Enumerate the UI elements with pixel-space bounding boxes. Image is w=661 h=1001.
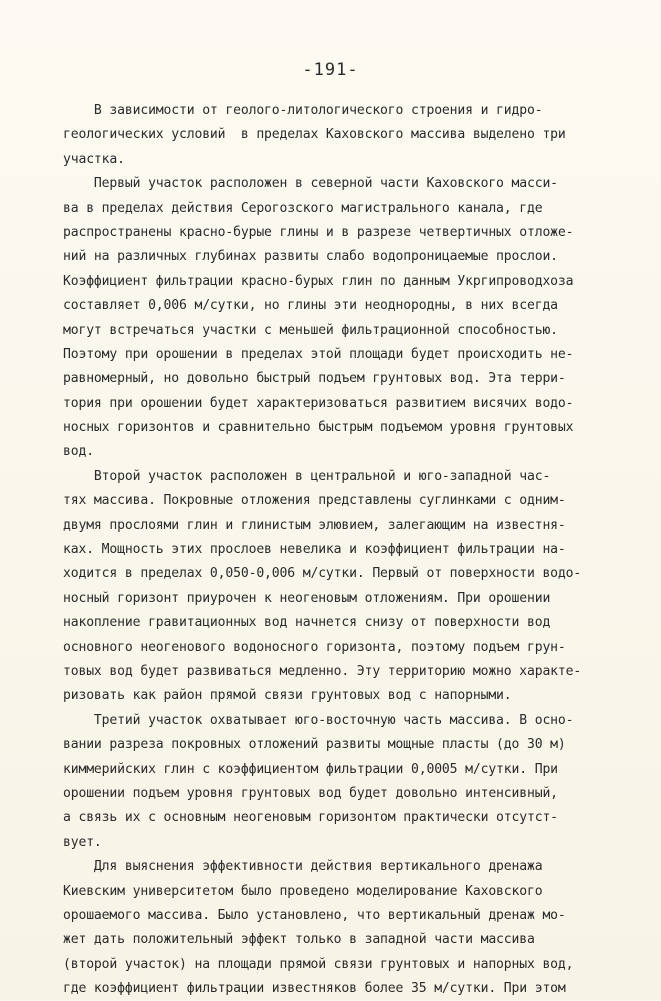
text-line: Третий участок охватывает юго-восточную часть массива. В осно- bbox=[63, 712, 574, 728]
text-line: участка. bbox=[63, 151, 125, 167]
text-line: орошаемого массива. Было установлено, что вертикальный дренаж мо- bbox=[63, 907, 566, 923]
page-number: -191- bbox=[302, 60, 359, 80]
text-line: Второй участок расположен в центральной и юго-западной час- bbox=[63, 468, 551, 484]
text-line: ходится в пределах 0,050-0,006 м/сутки. Первый от поверхности водо- bbox=[63, 566, 582, 582]
body-text bbox=[63, 99, 648, 1001]
text-line: (второй участок) на площади прямой связи грунтовых и напорных вод, bbox=[63, 956, 574, 972]
text-line: составляет 0,006 м/сутки, но глины эти неоднородны, в них всегда bbox=[63, 298, 558, 314]
text-line: тях массива. Покровные отложения представлены суглинками с одним- bbox=[63, 493, 566, 509]
text-line: В зависимости от геолого-литологического строения и гидро- bbox=[63, 103, 543, 118]
text-line: ва в пределах действия Серогозского магистрального канала, где bbox=[63, 200, 543, 216]
text-line: киммерийских глин с коэффициентом фильтрации 0,0005 м/сутки. При bbox=[63, 761, 558, 777]
text-line: а связь их с основным неогеновым горизонтом практически отсутст- bbox=[63, 810, 558, 826]
text-line: могут встречаться участки с меньшей фильтрационной способностью. bbox=[63, 322, 558, 338]
text-line: вует. bbox=[63, 834, 102, 850]
text-line: ках. Мощность этих прослоев невелика и коэффициент фильтрации на- bbox=[63, 542, 566, 558]
text-line: Киевским университетом было проведено моделирование Каховского bbox=[63, 883, 543, 899]
text-line: двумя прослоями глин и глинистым элювием, залегающим на известня- bbox=[63, 517, 566, 533]
text-line: Для выяснения эффективности действия вертикального дренажа bbox=[63, 859, 543, 875]
text-line: ний на различных глубинах развиты слабо водопроницаемые прослои. bbox=[63, 249, 558, 265]
text-line: равномерный, но довольно быстрый подъем грунтовых вод. Эта терри- bbox=[63, 371, 566, 387]
text-line: геологических условий в пределах Каховского массива выделено три bbox=[63, 127, 566, 143]
text-line: вод. bbox=[63, 444, 94, 460]
text-line: жет дать положительный эффект только в западной части массива bbox=[63, 932, 535, 948]
text-line: где коэффициент фильтрации известняков более 35 м/сутки. При этом bbox=[63, 981, 566, 997]
text-line: основного неогенового водоносного горизонта, поэтому подъем грун- bbox=[63, 639, 566, 655]
text-line: Первый участок расположен в северной части Каховского масси- bbox=[63, 176, 558, 192]
text-line: тория при орошении будет характеризоваться развитием висячих водо- bbox=[63, 395, 574, 411]
text-line: ризовать как район прямой связи грунтовых вод с напорными. bbox=[63, 688, 512, 704]
text-line: носных горизонтов и сравнительно быстрым подъемом уровня грунтовых bbox=[63, 420, 574, 436]
text-line: вании разреза покровных отложений развиты мощные пласты (до 30 м) bbox=[63, 737, 566, 753]
text-line: товых вод будет развиваться медленно. Эту территорию можно характе- bbox=[63, 663, 582, 679]
text-line: носный горизонт приурочен к неогеновым отложениям. При орошении bbox=[63, 590, 551, 606]
text-line: орошении подъем уровня грунтовых вод будет довольно интенсивный, bbox=[63, 785, 558, 801]
text-line: Поэтому при орошении в пределах этой площади будет происходить не- bbox=[63, 346, 574, 362]
text-line: Коэффициент фильтрации красно-бурых глин по данным Укргипроводхоза bbox=[63, 273, 574, 289]
text-line: распространены красно-бурые глины и в разрезе четвертичных отложе- bbox=[63, 224, 574, 240]
text-line: накопление гравитационных вод начнется снизу от поверхности вод bbox=[63, 615, 551, 631]
